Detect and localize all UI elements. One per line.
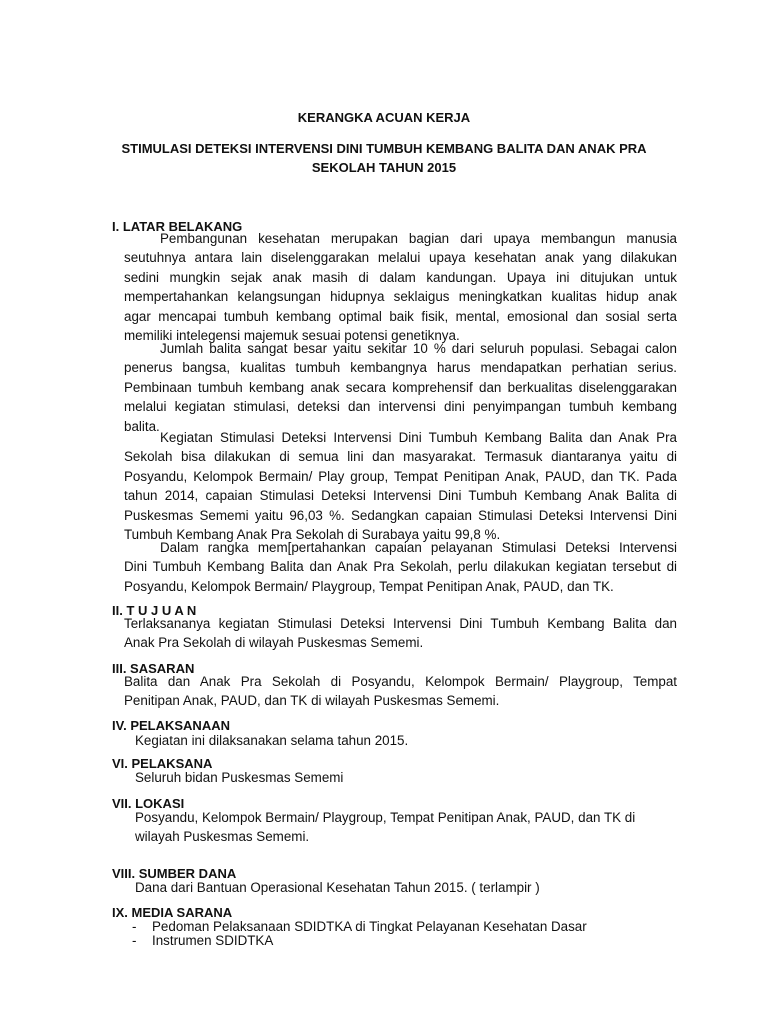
section-heading-sumber-dana: VIII. SUMBER DANA [112, 866, 237, 881]
paragraph-line: Anak Pra Sekolah di wilayah Puskesmas Sememi. [124, 635, 424, 651]
paragraph-latar-3 [124, 428, 677, 544]
section-heading-sasaran: III. SASARAN [112, 661, 195, 676]
section-heading-lokasi: VII. LOKASI [112, 796, 185, 811]
paragraph-line: Kegiatan Stimulasi Deteksi Intervensi Dini Tumbuh Kembang Balita dan Anak Pra [160, 430, 677, 445]
paragraph-line: melalui kegiatan stimulasi, deteksi dan intervensi dini penyimpangan tumbuh kembang [124, 399, 677, 415]
bullet-dash: - [132, 933, 137, 948]
paragraph-line: Dini Tumbuh Kembang Balita dan Anak Pra Sekolah, perlu dilakukan kegiatan tersebut di [124, 559, 677, 575]
paragraph-line: seutuhnya antara lain diselenggarakan melalui upaya kesehatan anak yang dilakukan [124, 250, 677, 266]
paragraph-line: mempertahankan kelangsungan hidupnya seklaigus meningkatkan kualitas hidup anak [124, 289, 677, 305]
pelaksanaan-text: Kegiatan ini dilaksanakan selama tahun 2015. [135, 733, 409, 748]
page-subtitle-line-2: SEKOLAH TAHUN 2015 [311, 160, 457, 175]
pelaksana-text: Seluruh bidan Puskesmas Sememi [135, 770, 344, 785]
paragraph-line: Terlaksananya kegiatan Stimulasi Deteksi Intervensi Dini Tumbuh Kembang Balita dan [124, 616, 677, 631]
paragraph-latar-2 [124, 339, 677, 436]
paragraph-line: Posyandu, Kelompok Bermain/ Play group, Tempat Penitipan Anak, PAUD, dan TK. Pada [124, 468, 677, 484]
page-title: KERANGKA ACUAN KERJA [297, 110, 471, 125]
paragraph-line: sedini mungkin sejak anak masih di dalam kandungan. Upaya ini ditujukan untuk [124, 269, 677, 285]
sumber-dana-text: Dana dari Bantuan Operasional Kesehatan Tahun 2015. ( terlampir ) [135, 880, 540, 895]
paragraph-line: Puskesmas Sememi yaitu 96,03 %. Sedangkan capaian Stimulasi Deteksi Intervensi Dini [124, 507, 677, 523]
section-heading-latar-belakang: I. LATAR BELAKANG [112, 219, 243, 234]
section-heading-pelaksanaan: IV. PELAKSANAAN [112, 718, 230, 733]
list-item-text: Pedoman Pelaksanaan SDIDTKA di Tingkat Pelayanan Kesehatan Dasar [152, 919, 587, 934]
section-heading-media-sarana: IX. MEDIA SARANA [112, 905, 233, 920]
paragraph-tujuan [124, 614, 677, 653]
section-heading-pelaksana: VI. PELAKSANA [112, 756, 213, 771]
paragraph-line: Sekolah bisa dilakukan di semua lini dan masyarakat. Termasuk diantaranya yaitu di [124, 449, 677, 465]
list-item [132, 919, 587, 934]
paragraph-line: Posyandu, Kelompok Bermain/ Playgroup, Tempat Penitipan Anak, PAUD, dan TK. [124, 578, 614, 594]
paragraph-sasaran [124, 672, 677, 711]
paragraph-line: tahun 2014, capaian Stimulasi Deteksi Intervensi Dini Tumbuh Kembang Anak Balita di [124, 488, 677, 504]
paragraph-line: Jumlah balita sangat besar yaitu sekitar 10 % dari seluruh populasi. Sebagai calon [160, 341, 677, 356]
paragraph-line: penerus bangsa, kualitas tumbuh kembangnya harus mendapatkan perhatian serius. [124, 360, 677, 376]
list-item [132, 933, 273, 948]
section-heading-tujuan: II. T U J U A N [112, 603, 197, 618]
paragraph-line: balita. [124, 418, 160, 434]
bullet-dash: - [132, 919, 137, 934]
paragraph-line: Balita dan Anak Pra Sekolah di Posyandu, Kelompok Bermain/ Playgroup, Tempat [124, 674, 677, 689]
paragraph-line: Dalam rangka mem[pertahankan capaian pelayanan Stimulasi Deteksi Intervensi [160, 540, 677, 555]
paragraph-line: Penitipan Anak, PAUD, dan TK di wilayah Puskesmas Sememi. [124, 693, 500, 709]
paragraph-latar-4 [124, 538, 677, 596]
lokasi-line-2: wilayah Puskesmas Sememi. [135, 829, 310, 844]
paragraph-latar-1 [124, 229, 677, 345]
list-item-text: Instrumen SDIDTKA [152, 933, 274, 948]
paragraph-line: memiliki intelegensi majemuk sesuai potensi genetiknya. [124, 328, 460, 344]
paragraph-line: Tumbuh Kembang Anak Pra Sekolah di Surabaya yaitu 99,8 %. [124, 527, 501, 543]
paragraph-line: Pembangunan kesehatan merupakan bagian dari upaya membangun manusia [160, 231, 677, 246]
lokasi-line-1: Posyandu, Kelompok Bermain/ Playgroup, Tempat Penitipan Anak, PAUD, dan TK di [135, 810, 636, 825]
page-subtitle-line-1: STIMULASI DETEKSI INTERVENSI DINI TUMBUH KEMBANG BALITA DAN ANAK PRA [121, 141, 647, 156]
paragraph-line: agar mencapai tumbuh kembang optimal baik fisik, mental, emosional dan sosial serta [124, 308, 677, 324]
paragraph-line: Pembinaan tumbuh kembang anak secara komprehensif dan berkualitas diselenggarakan [124, 379, 677, 395]
